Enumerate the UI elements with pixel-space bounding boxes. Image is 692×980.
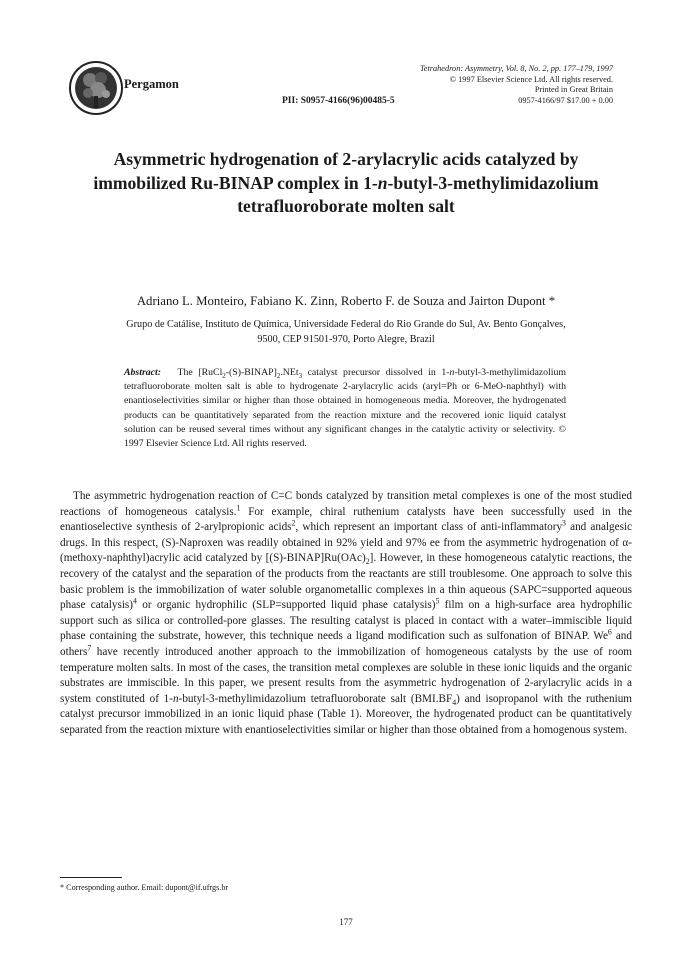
pii-identifier: PII: S0957-4166(96)00485-5: [282, 96, 395, 106]
affiliation-line: 9500, CEP 91501-970, Porto Alegre, Brazil: [257, 333, 435, 345]
abstract-copyright: © 1997 Elsevier Science Ltd. All rights reserved.: [124, 423, 566, 450]
author-list: Adriano L. Monteiro, Fabiano K. Zinn, Roberto F. de Souza and Jairton Dupont *: [136, 294, 556, 308]
journal-masthead: [420, 64, 613, 106]
journal-citation: Tetrahedron: Asymmetry, Vol. 8, No. 2, pp. 177–179, 1997: [419, 64, 613, 73]
abstract: [124, 366, 566, 451]
footnote-rule: [60, 877, 122, 878]
issn-price: 0957-4166/97 $17.00 + 0.00: [518, 95, 613, 105]
copyright-line: © 1997 Elsevier Science Ltd. All rights reserved.: [449, 74, 613, 84]
publisher-name: Pergamon: [124, 77, 179, 91]
printed-line: Printed in Great Britain: [534, 85, 613, 94]
abstract-label: Abstract:: [124, 367, 162, 378]
body-paragraph: The asymmetric hydrogenation reaction of C=C bonds catalyzed by transition metal complexes is one of the most studied reactions of homogeneous catalysis.$^1$ For example, chiral ruthenium catalysts have been successfully used in the enantioselective synthesis of 2-arylpropionic acids$^2$, which represent an important class of anti-inflammatory$^3$ and analgesic drugs. In this respect, (S)-Naproxen was readily obtained in 92% yield and 97% ee from the asymmetric hydrogenation of α-(methoxy-naphthyl)acrylic acid catalyzed by $[(S)-BINAP]Ru(OAc)_2$]. However, in these homogeneous catalytic reactions, the recovery of the catalyst and the separation of the products from the reactants are still troublesome. One approach to solve this basic problem is the immobilization of water soluble organometallic complexes in a thin aqueous (SAPC=supported aqueous phase catalysis)$^4$ or organic hydrophilic (SLP=supported liquid phase catalysis)$^5$ film on a high-surface area hydrophilic support such as silica or controlled-pore glasses. The resulting catalyst is placed in contact with a water–immiscible liquid phase containing the substrate, however, this technique needs a ligand modification such as sulfonation of BINAP. We$^6$ and others$^7$ have recently introduced another approach to the immobilization of homogeneous catalysts by the use of room temperature molten salts. In most of the cases, the transition metal complexes are soluble in these ionic liquids and the organic substrates are immiscible. In this paper, we present results from the asymmetric hydrogenation of 2-arylacrylic acids in a system constituted of 1-n-butyl-3-methylimidazolium tetrafluoroborate salt $(BMI.BF_4)$ and isopropanol with the ruthenium catalyst precursor immobilized in an ionic liquid phase (Table 1). Moreover, the hydrogenated product can be quantitatively separated from the reaction mixture with enantioselectivities similar or higher than those obtained from a homogenous system.: [60, 490, 633, 736]
footnote: * Corresponding author. Email: dupont@if.ufrgs.br: [60, 883, 229, 892]
publisher-logo-icon: [68, 60, 124, 116]
abstract-text: The $[RuCl_2-(S)-BINAP]_2.NEt_3$ catalyst precursor dissolved in 1-n-butyl-3-methylimidazolium tetrafluoroborate molten salt is able to hydrogenate 2-arylacrylic acids (aryl=Ph or 6-MeO-naphthyl) with enantioselectivities similar or higher than those obtained in homogeneous media. Moreover, the hydrogenated products can be quantitatively separated from the reaction mixture and the recovered ionic liquid catalyst solution can be reused several times without any significant changes in the catalytic activity or selectivity.: [124, 367, 567, 435]
paper-title: Asymmetric hydrogenation of 2-arylacrylic acids catalyzed by immobilized Ru-BINAP complex in 1-n-butyl-3-methylimidazolium tetrafluoroborate molten salt: [93, 149, 599, 216]
page-number: 177: [339, 917, 353, 927]
affiliation-line: Grupo de Catálise, Instituto de Química, Universidade Federal do Rio Grande do Sul, Av. Bento Gonçalves,: [126, 319, 566, 330]
affiliation: [40, 318, 652, 347]
